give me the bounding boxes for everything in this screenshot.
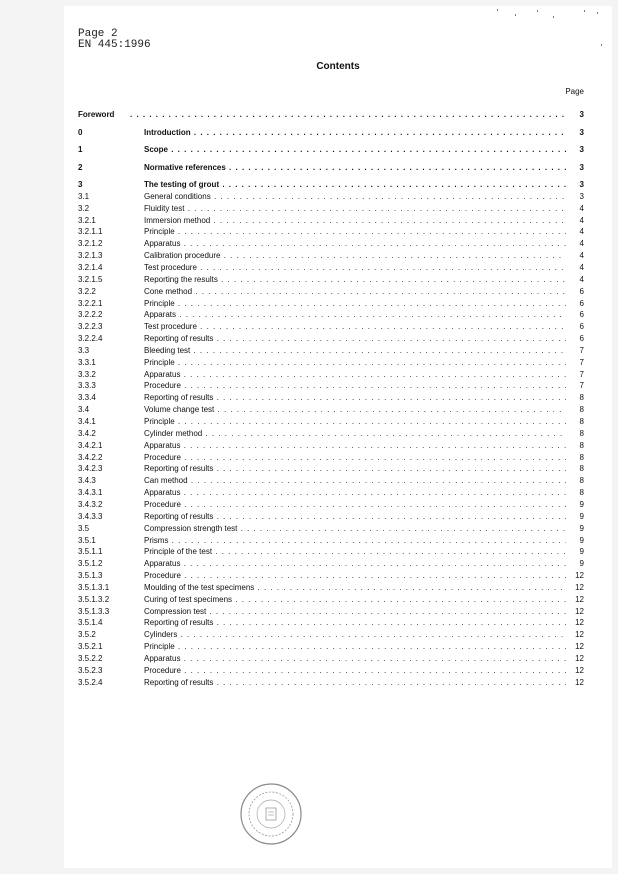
toc-entry: [78, 487, 584, 498]
toc-number: 3.4.3: [78, 476, 96, 486]
toc-entry: [78, 380, 584, 391]
toc-page-number: 8: [579, 476, 584, 486]
toc-number: 3.4.2.1: [78, 440, 103, 450]
toc-page-number: 12: [575, 677, 584, 687]
toc-entry: [78, 641, 584, 652]
toc-entry: [78, 665, 584, 676]
toc-entry: [78, 262, 584, 273]
toc-page-number: 12: [575, 630, 584, 640]
toc-number: 3.2.2: [78, 286, 96, 296]
toc-page-number: 3: [579, 162, 584, 172]
toc-entry: [78, 653, 584, 664]
toc-number: 3.4.2.3: [78, 464, 103, 474]
toc-page-number: 4: [579, 251, 584, 261]
toc-number: 3.5.1.3.1: [78, 582, 110, 592]
toc-entry: [78, 179, 584, 190]
toc-number: 3.5.2.4: [78, 677, 103, 687]
toc-number: 3.2.1.5: [78, 274, 103, 284]
toc-page-number: 12: [575, 654, 584, 663]
toc-entry: [78, 226, 584, 237]
toc-number: 3.3.4: [78, 393, 96, 403]
toc-number: 3.2.2.4: [78, 334, 103, 344]
toc-number: 3.3: [78, 345, 90, 355]
standard-id: EN 445:1996: [78, 39, 151, 51]
toc-number: 3.2.1.4: [78, 262, 103, 272]
toc-entry: [78, 606, 584, 617]
toc-number: 3.4.3.3: [78, 511, 103, 521]
toc-entry: [78, 558, 584, 569]
toc-number: 3.3.1: [78, 357, 96, 367]
toc-number: 3.1: [78, 191, 90, 201]
toc-title: Curing of test specimens . . .: [144, 594, 566, 605]
toc-title: Scope . . .: [144, 144, 566, 155]
toc-entry: [78, 191, 584, 202]
toc-page-number: 8: [579, 452, 584, 462]
toc-page-number: 4: [579, 262, 584, 272]
toc-page-number: 12: [575, 665, 584, 675]
toc-page-number: 7: [579, 381, 584, 391]
toc-number: 3.3.3: [78, 381, 96, 391]
toc-number: 2: [78, 162, 83, 172]
toc-entry: [78, 162, 584, 173]
toc-title: Volume change test . . .: [144, 404, 566, 415]
toc-number: 0: [78, 127, 83, 137]
toc-page-number: 7: [579, 345, 584, 355]
toc-entry: [78, 523, 584, 534]
toc-title: Can method . . .: [144, 475, 566, 486]
toc-number: 3.5.1.3: [78, 571, 103, 581]
toc-page-number: 12: [575, 642, 584, 652]
toc-number: 3: [78, 180, 83, 189]
toc-number: 3.4.2: [78, 428, 96, 438]
toc-title: Test procedure . . .: [144, 262, 566, 273]
toc-page-number: 8: [579, 464, 584, 474]
toc-title: Apparatus . . .: [144, 558, 566, 569]
toc-entry: [78, 357, 584, 368]
toc-number: 3.4.2.2: [78, 452, 103, 462]
toc-title: Reporting of results . . .: [144, 677, 566, 688]
toc-page-number: 6: [579, 310, 584, 320]
toc-entry: [78, 499, 584, 510]
toc-title: Immersion method . . .: [144, 215, 566, 226]
toc-number: 3.5.2.1: [78, 642, 103, 652]
toc-number: 3.5.2: [78, 630, 96, 640]
toc-entry: [78, 677, 584, 688]
scan-speck: [601, 44, 602, 46]
scan-speck: [553, 16, 554, 18]
toc-page-number: 6: [579, 322, 584, 332]
toc-page-number: 9: [579, 523, 584, 533]
toc-title: Principle . . .: [144, 298, 566, 309]
toc-title: The testing of grout . . .: [144, 179, 566, 190]
toc-title: [130, 109, 566, 120]
toc-entry: [78, 570, 584, 581]
toc-title: Procedure . . .: [144, 499, 566, 510]
toc-entry: [78, 203, 584, 214]
toc-title: Reporting of results . . .: [144, 511, 566, 522]
toc-entry: [78, 274, 584, 285]
toc-page-number: 4: [579, 203, 584, 213]
toc-title: Cone method . . .: [144, 286, 566, 297]
toc-title: Reporting of results . . .: [144, 463, 566, 474]
toc-title: Principle . . .: [144, 357, 566, 368]
toc-page-number: 8: [579, 428, 584, 438]
toc-entry: [78, 345, 584, 356]
toc-page-number: 4: [579, 239, 584, 249]
toc-entry: [78, 617, 584, 628]
toc-title: Reporting of results . . .: [144, 617, 566, 628]
toc-page-number: 9: [579, 547, 584, 557]
toc-title: Cylinder method . . .: [144, 428, 566, 439]
toc-entry: [78, 321, 584, 332]
toc-page-number: 8: [579, 417, 584, 426]
toc-page-number: 9: [579, 559, 584, 569]
toc-number: 3.5.2.3: [78, 665, 103, 675]
toc-number: 1: [78, 145, 83, 154]
toc-entry: [78, 127, 584, 138]
toc-title: Reporting the results . . .: [144, 274, 566, 285]
toc-page-number: 9: [579, 535, 584, 545]
toc-title: Reporting of results . . .: [144, 392, 566, 403]
toc-title: Calibration procedure . . .: [144, 250, 566, 261]
toc-entry: [78, 238, 584, 249]
toc-page-number: 7: [579, 357, 584, 367]
toc-entry: [78, 333, 584, 344]
toc-title: Prisms . . .: [144, 535, 566, 546]
toc-number: 3.5.1.3.2: [78, 594, 110, 604]
toc-entry: [78, 594, 584, 605]
toc-title: Procedure . . .: [144, 665, 566, 676]
library-stamp-seal: [239, 782, 303, 846]
toc-title: Moulding of the test specimens . . .: [144, 582, 566, 593]
toc-page-number: 7: [579, 369, 584, 379]
toc-title: Apparats . . .: [144, 309, 566, 320]
toc-entry: [78, 416, 584, 427]
toc-number: 3.4.3.2: [78, 499, 103, 509]
scan-speck: [584, 10, 585, 12]
toc-page-number: 3: [579, 127, 584, 137]
toc-page-number: 3: [579, 145, 584, 154]
toc-page-number: 9: [579, 511, 584, 521]
toc-page-number: 4: [579, 227, 584, 237]
toc-entry: [78, 215, 584, 226]
toc-page-number: 3: [579, 180, 584, 189]
toc-entry: [78, 309, 584, 320]
toc-number: 3.2.2.3: [78, 322, 103, 332]
toc-number: 3.2.1.3: [78, 251, 103, 261]
toc-number: 3.5.1: [78, 535, 96, 545]
toc-page-number: 12: [575, 606, 584, 616]
toc-page-number: 3: [579, 110, 584, 119]
toc-entry: [78, 452, 584, 463]
page-column-header: Page: [565, 87, 584, 96]
toc-page-number: 8: [579, 488, 584, 498]
toc-page-number: 12: [575, 618, 584, 628]
toc-title: Procedure . . .: [144, 570, 566, 581]
toc-entry: [78, 286, 584, 297]
toc-number: 3.2.2.1: [78, 298, 103, 308]
toc-number: 3.2.2.2: [78, 310, 103, 320]
toc-number: 3.2: [78, 203, 90, 213]
toc-number: 3.5.1.4: [78, 618, 103, 628]
toc-page-number: 12: [575, 594, 584, 604]
toc-title: Procedure . . .: [144, 380, 566, 391]
scan-speck: [515, 14, 516, 16]
toc-title: Fluidity test . . .: [144, 203, 566, 214]
toc-number: 3.2.1.1: [78, 227, 103, 237]
toc-entry: [78, 511, 584, 522]
toc-entry: [78, 582, 584, 593]
toc-entry: [78, 298, 584, 309]
toc-title: Reporting of results . . .: [144, 333, 566, 344]
toc-page-number: 6: [579, 298, 584, 308]
toc-title: Principle . . .: [144, 226, 566, 237]
toc-page-number: 12: [575, 571, 584, 581]
page-number-label: Page 2: [78, 28, 118, 40]
toc-title: Principle of the test . . .: [144, 546, 566, 557]
toc-title: Test procedure . . .: [144, 321, 566, 332]
toc-title: Normative references . . .: [144, 162, 566, 173]
toc-page-number: 3: [579, 191, 584, 201]
toc-entry: [78, 546, 584, 557]
toc-entry: [78, 144, 584, 155]
toc-page-number: 8: [579, 405, 584, 415]
toc-title: Apparatus . . .: [144, 369, 566, 380]
toc-page-number: 8: [579, 440, 584, 450]
toc-page-number: 8: [579, 393, 584, 403]
toc-title: Introduction . . .: [144, 127, 566, 138]
toc-number: 3.2.1.2: [78, 239, 103, 249]
toc-title: Apparatus . . .: [144, 238, 566, 249]
toc-page-number: 4: [579, 274, 584, 284]
toc-entry: [78, 535, 584, 546]
toc-title: Apparatus . . .: [144, 440, 566, 451]
toc-title: Cylinders . . .: [144, 629, 566, 640]
toc-title: Apparatus . . .: [144, 487, 566, 498]
toc-number: 3.5.1.1: [78, 547, 103, 557]
toc-title: Compression test . . .: [144, 606, 566, 617]
toc-title: Bleeding test . . .: [144, 345, 566, 356]
scan-speck: [597, 12, 598, 14]
toc-number: 3.4.1: [78, 417, 96, 426]
toc-entry: [78, 463, 584, 474]
toc-entry: [78, 404, 584, 415]
toc-title: General conditions . . .: [144, 191, 566, 202]
scan-speck: [497, 9, 498, 11]
toc-number: 3.5.1.2: [78, 559, 103, 569]
toc-entry: [78, 369, 584, 380]
toc-page-number: 9: [579, 499, 584, 509]
toc-entry: [78, 428, 584, 439]
toc-title: Compression strength test . . .: [144, 523, 566, 534]
toc-entry: [78, 109, 584, 120]
toc-title: Procedure . . .: [144, 452, 566, 463]
toc-number: 3.2.1: [78, 215, 96, 225]
scan-speck: [537, 10, 538, 12]
toc-entry: [78, 440, 584, 451]
toc-page-number: 6: [579, 286, 584, 296]
toc-page-number: 4: [579, 215, 584, 225]
toc-number: 3.4.3.1: [78, 488, 103, 498]
toc-entry: [78, 392, 584, 403]
toc-number: 3.3.2: [78, 369, 96, 379]
toc-entry: [78, 475, 584, 486]
toc-title: Principle . . .: [144, 416, 566, 427]
toc-number: 3.4: [78, 405, 90, 415]
toc-page-number: 6: [579, 334, 584, 344]
toc-title: Principle . . .: [144, 641, 566, 652]
toc-number: 3.5: [78, 523, 90, 533]
toc-title: Apparatus . . .: [144, 653, 566, 664]
page-title: Contents: [316, 61, 360, 72]
toc-number: Foreword: [78, 110, 115, 119]
toc-number: 3.5.2.2: [78, 654, 103, 663]
toc-page-number: 12: [575, 582, 584, 592]
toc-entry: [78, 629, 584, 640]
toc-number: 3.5.1.3.3: [78, 606, 110, 616]
toc-entry: [78, 250, 584, 261]
